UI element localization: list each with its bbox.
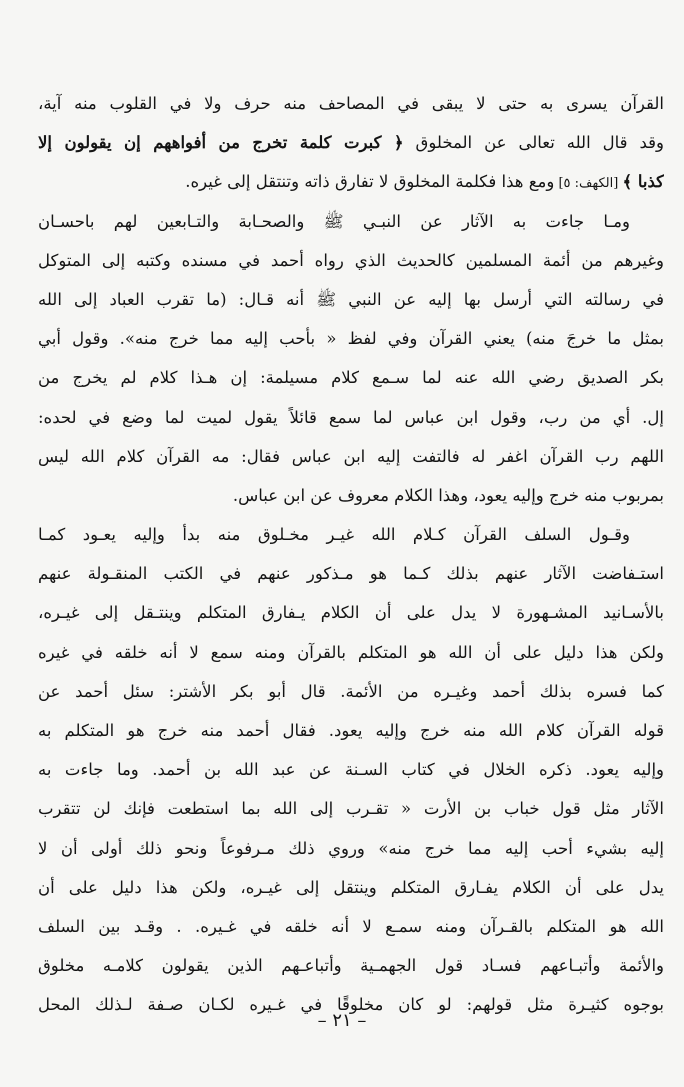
text-line bbox=[38, 907, 664, 946]
text-line bbox=[38, 789, 664, 828]
verse-reference: [الكهف: ٥] bbox=[554, 176, 623, 192]
text-run: بوجوه كثيـرة مثل قولهم: لو كان مخلوقًا في غـيره لكـان صـفة لـذلك المحل bbox=[38, 995, 664, 1015]
text-run: إليه بشيء أحب إليه مما خرج منه» وروي ذلك مـرفوعاً ونحو ذلك أولى أن لا bbox=[38, 838, 664, 858]
text-run: القرآن يسرى به حتى لا يبقى في المصاحف منه حرف ولا في القلوب منه آية، bbox=[38, 94, 664, 113]
text-run: بمثل ما خرجَ منه) يعني القرآن وفي لفظ « بأحب إليه مما خرج منه». وقول أبي bbox=[38, 329, 664, 349]
text-run: والأئمة وأتبـاعهم فسـاد قول الجهمـية وأتباعـهم الذين يقولون كلامـه مخلوق bbox=[38, 956, 664, 976]
text-line bbox=[38, 84, 664, 123]
text-run: وإليه يعود. ذكره الخلال في كتاب السـنة عن عبد الله بن أحمد. وما جاءت به bbox=[38, 760, 664, 780]
text-line bbox=[38, 280, 664, 319]
text-run: وغيرهم من أئمة المسلمين كالحديث الذي رواه أحمد في مسنده وكتبه إلى المتوكل bbox=[38, 250, 664, 270]
quran-verse: ﴿ كبرت كلمة تخرج من أفواههم إن يقولون إلا bbox=[38, 133, 404, 153]
text-run: ومع هذا فكلمة المخلوق لا تفارق ذاته وتنتقل إلى غيره. bbox=[185, 172, 555, 192]
text-line bbox=[38, 202, 664, 241]
text-line bbox=[38, 515, 664, 554]
text-line bbox=[38, 437, 664, 476]
page-number: – ٢١ – bbox=[317, 1010, 367, 1031]
text-run: الآثار مثل قول خباب بن الأرت « تقـرب إلى الله بما استطعت فإنك لن تتقرب bbox=[38, 799, 664, 819]
text-line bbox=[38, 750, 664, 789]
body-text bbox=[38, 84, 664, 1025]
text-run: بكر الصديق رضي الله عنه لما سـمع كلام مسيلمة: إن هـذا كلام لم يخرج من bbox=[38, 368, 664, 388]
text-run: قوله القرآن كلام الله منه خرج وإليه يعود. فقال أحمد منه خرج هو المتكلم به bbox=[38, 721, 664, 740]
text-line bbox=[38, 319, 664, 358]
text-line bbox=[38, 162, 664, 201]
text-line bbox=[38, 593, 664, 632]
text-run: كما فسره بذلك أحمد وغيـره من الأئمة. قال أبو بكر الأشتر: سئل أحمد عن bbox=[38, 681, 664, 701]
text-line bbox=[38, 241, 664, 280]
text-run: وقـول السلف القرآن كـلام الله غيـر مخـلوق منه بدأ وإليه يعـود كمـا bbox=[38, 525, 630, 545]
text-line bbox=[38, 829, 664, 868]
text-line bbox=[38, 672, 664, 711]
text-line bbox=[38, 868, 664, 907]
text-line bbox=[38, 476, 664, 515]
text-run: بمربوب منه خرج وإليه يعود، وهذا الكلام معروف عن ابن عباس. bbox=[232, 485, 664, 505]
text-run: وقد قال الله تعالى عن المخلوق bbox=[403, 133, 664, 153]
text-run: ومـا جاءت به الآثار عن النبـي ﷺ والصحـابة والتـابعين لهم باحسـان bbox=[38, 211, 630, 231]
text-run: اللهم رب القرآن اغفر له فالتفت إليه ابن عباس فقال: مه القرآن كلام الله ليس bbox=[38, 446, 664, 466]
text-line bbox=[38, 946, 664, 985]
text-line bbox=[38, 554, 664, 593]
quran-verse: كذبا ﴾ bbox=[622, 172, 664, 192]
text-run: إل. أي من رب، وقول ابن عباس لما سمع قائلاً يقول لميت لما وضع في لحده: bbox=[38, 407, 664, 427]
text-run: الله هو المتكلم بالقـرآن ومنه سمـع لا أنه خلقه في غـيره. . وقـد بين السلف bbox=[38, 916, 664, 936]
text-line bbox=[38, 711, 664, 750]
text-line bbox=[38, 633, 664, 672]
text-run: استـفاضت الآثار عنهم بذلك كـما هو مـذكور عنهم في الكتب المنقـولة عنهم bbox=[38, 564, 664, 584]
text-run: بالأسـانيد المشـهورة لا يدل على أن الكلام يـفارق المتكلم وينتـقل إلى غيـره، bbox=[38, 603, 664, 623]
text-line bbox=[38, 123, 664, 162]
text-run: يدل على أن الكلام يفـارق المتكلم وينتقل إلى غيـره، ولكن هذا دليل على أن bbox=[38, 877, 664, 897]
text-line bbox=[38, 358, 664, 397]
text-line bbox=[38, 398, 664, 437]
text-run: ولكن هذا دليل على أن الله هو المتكلم بالقرآن ومنه سمع لا أنه خلقه في غيره bbox=[38, 642, 664, 662]
text-run: في رسالته التي أرسل بها إليه عن النبي ﷺ أنه قـال: (ما تقرب العباد إلى الله bbox=[38, 289, 664, 309]
